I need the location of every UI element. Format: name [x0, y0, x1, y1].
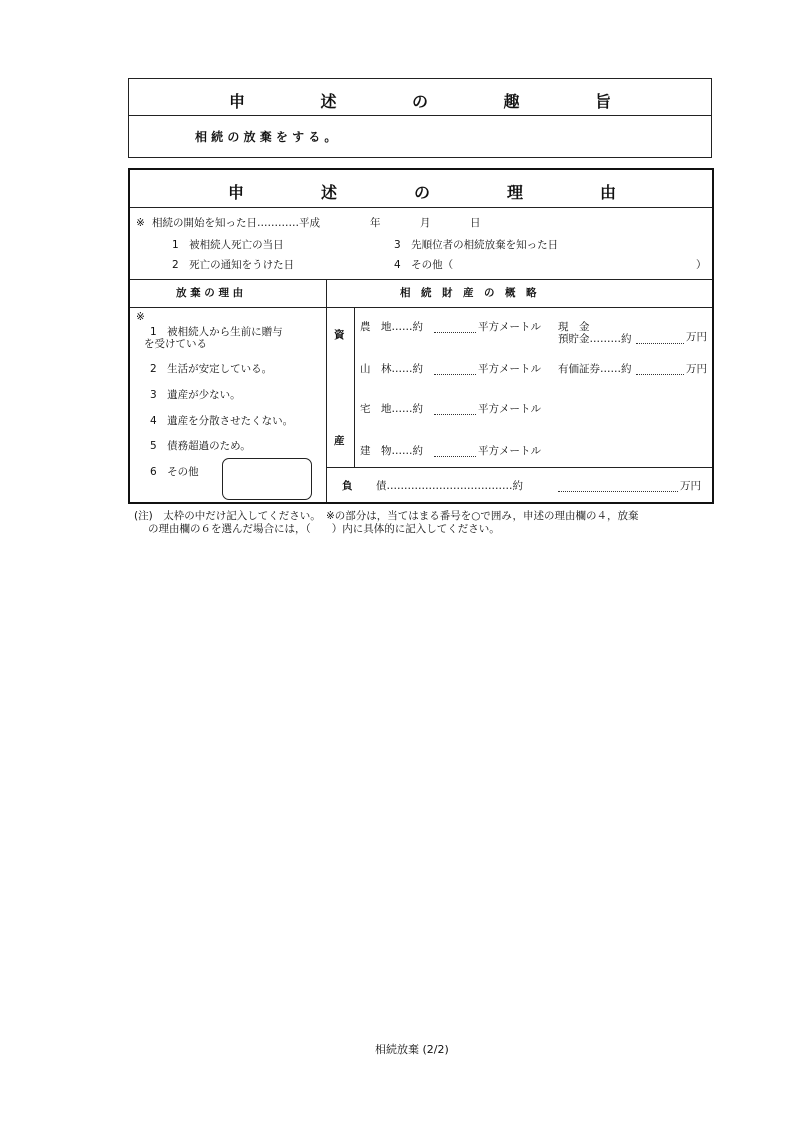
start-option-4: 4 その他（ — [394, 259, 454, 271]
start-option-2: 2 死亡の通知をうけた日 — [172, 259, 295, 271]
subheading-divider — [130, 307, 712, 308]
start-option-1: 1 被相続人死亡の当日 — [172, 239, 284, 251]
start-day-label: 日 — [470, 217, 481, 229]
reason-5: 5 債務超過のため。 — [150, 440, 251, 452]
reason-section — [128, 168, 714, 504]
residential-label: 宅 地……約 — [360, 403, 423, 415]
reason-4: 4 遺産を分散させたくない。 — [150, 415, 294, 427]
residential-unit: 平方メートル — [478, 403, 541, 415]
purpose-text: 相 続 の 放 棄 を す る 。 — [195, 130, 337, 144]
reason-mark: ※ — [136, 311, 145, 323]
farmland-label: 農 地……約 — [360, 321, 423, 333]
asset-column-divider — [354, 307, 355, 467]
start-option-3: 3 先順位者の相続放棄を知った日 — [394, 239, 559, 251]
asset-char-1: 資 — [334, 329, 345, 341]
cash-amount-field[interactable] — [636, 334, 684, 344]
start-date-label: 相続の開始を知った日…………平成 — [152, 217, 320, 229]
start-divider — [130, 279, 712, 280]
building-amount-field[interactable] — [434, 447, 476, 457]
cash-unit: 万円 — [686, 331, 707, 343]
forest-label: 山 林……約 — [360, 363, 423, 375]
footnote-line-2: の理由欄の６を選んだ場合には，（ ）内に具体的に記入してください。 — [148, 523, 500, 535]
debt-amount-field[interactable] — [558, 482, 678, 492]
forest-amount-field[interactable] — [434, 365, 476, 375]
reason-6: 6 その他 — [150, 466, 199, 478]
reason-3: 3 遺産が少ない。 — [150, 389, 241, 401]
forest-unit: 平方メートル — [478, 363, 541, 375]
reason-1-cont: を受けている — [144, 338, 207, 350]
column-divider — [326, 279, 327, 502]
estate-summary-heading: 相 続 財 産 の 概 略 — [400, 287, 537, 299]
securities-label: 有価証券……約 — [558, 363, 632, 375]
purpose-section — [128, 78, 712, 158]
renunciation-reason-heading: 放 棄 の 理 由 — [176, 287, 244, 299]
start-mark: ※ — [136, 217, 145, 229]
start-year-label: 年 — [370, 217, 381, 229]
debt-unit: 万円 — [680, 480, 701, 492]
debt-label: 負 — [342, 480, 353, 492]
asset-char-2: 産 — [334, 435, 345, 447]
purpose-header — [129, 79, 711, 116]
farmland-amount-field[interactable] — [434, 323, 476, 333]
building-label: 建 物……約 — [360, 445, 423, 457]
reason-2: 2 生活が安定している。 — [150, 363, 273, 375]
purpose-heading: 申 述 の 趣 旨 — [229, 92, 611, 111]
reason-6-other-bracket — [222, 458, 312, 500]
page-footer: 相続放棄 (2/2) — [375, 1043, 449, 1056]
start-month-label: 月 — [420, 217, 431, 229]
footnote-line-1: (注) 太枠の中だけ記入してください。 ※の部分は，当てはまる番号を○で囲み，申述の理由欄の４，放棄 — [134, 510, 639, 522]
debt-divider — [326, 467, 712, 468]
cash-label: 現 金 — [558, 321, 590, 333]
reason-heading-divider — [130, 207, 712, 208]
reason-heading: 申 述 の 理 由 — [228, 183, 616, 202]
farmland-unit: 平方メートル — [478, 321, 541, 333]
reason-1: 1 被相続人から生前に贈与 — [150, 326, 283, 338]
building-unit: 平方メートル — [478, 445, 541, 457]
residential-amount-field[interactable] — [434, 405, 476, 415]
securities-unit: 万円 — [686, 363, 707, 375]
savings-label: 預貯金………約 — [558, 333, 632, 345]
debt-label-2: 債………………………………約 — [376, 480, 523, 492]
securities-amount-field[interactable] — [636, 365, 684, 375]
start-option-4-close: ） — [696, 259, 707, 271]
